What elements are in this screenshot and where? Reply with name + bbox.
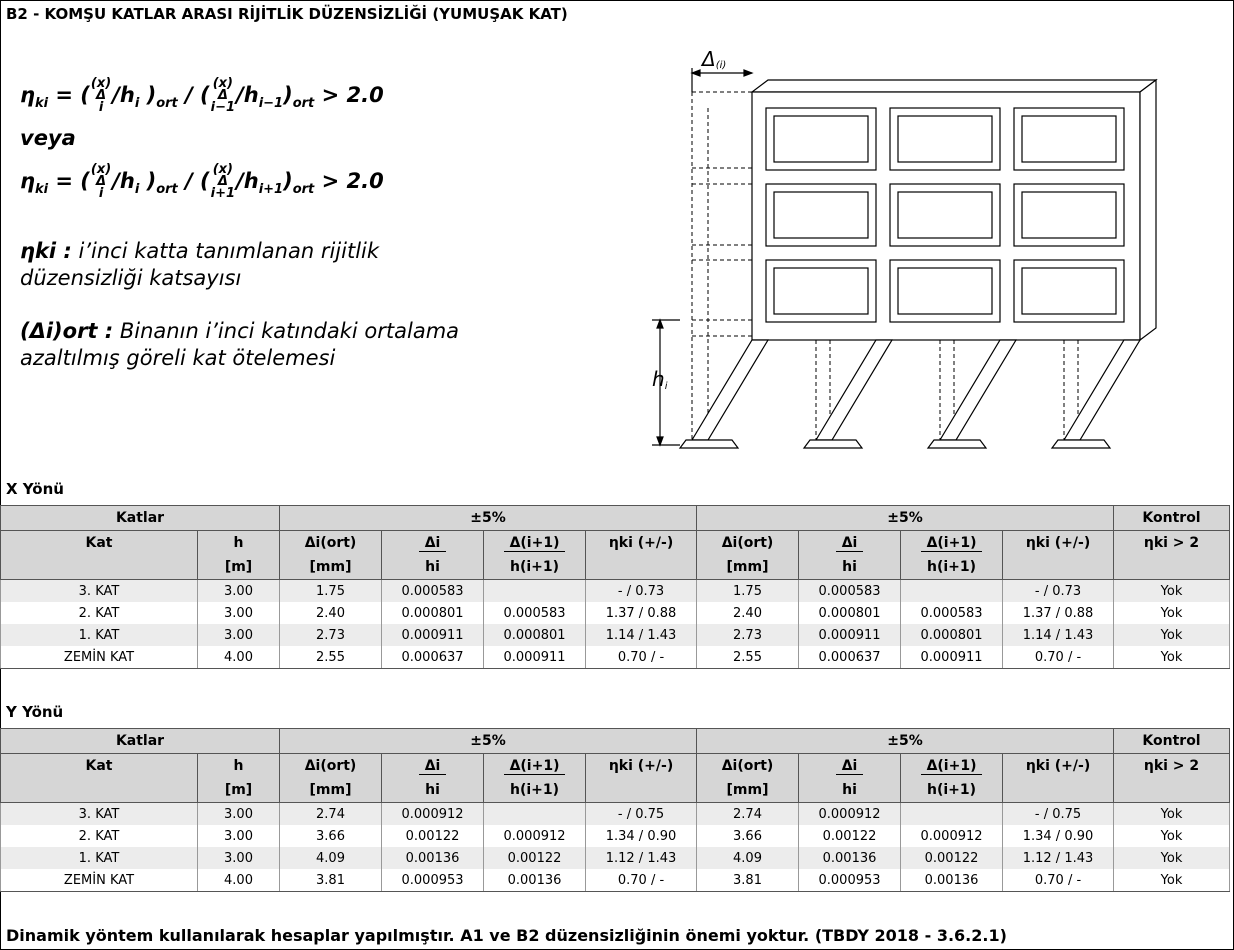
- header-di-hi-2: Δi hi: [799, 754, 901, 803]
- table-cell: 1.14 / 1.43: [1003, 624, 1114, 646]
- table-row: [1, 847, 1230, 869]
- table-cell: 4.00: [198, 646, 280, 669]
- header-kontrol: Kontrol: [1114, 729, 1230, 754]
- table-cell: Yok: [1114, 580, 1230, 603]
- formula-or: veya: [20, 126, 76, 150]
- x-table-body: [1, 580, 1230, 669]
- table-cell: 0.00136: [382, 847, 484, 869]
- table-cell: [901, 803, 1003, 826]
- header-kat: Kat: [1, 531, 198, 580]
- table-cell: 0.000911: [382, 624, 484, 646]
- y-direction-table: [0, 728, 1230, 892]
- table-cell: Yok: [1114, 869, 1230, 892]
- table-cell: 3.00: [198, 580, 280, 603]
- table-cell: 2.40: [697, 602, 799, 624]
- table-cell: 0.70 / -: [586, 869, 697, 892]
- y-table-body: [1, 803, 1230, 892]
- table-cell: Yok: [1114, 646, 1230, 669]
- table-row: [1, 602, 1230, 624]
- table-cell: 2.74: [280, 803, 382, 826]
- table-cell: 3.00: [198, 825, 280, 847]
- table-cell: 0.00122: [382, 825, 484, 847]
- table-cell: - / 0.73: [586, 580, 697, 603]
- table-cell: 0.000583: [799, 580, 901, 603]
- table-cell: 0.00136: [484, 869, 586, 892]
- table-cell: - / 0.75: [586, 803, 697, 826]
- table-cell: 0.00122: [901, 847, 1003, 869]
- table-cell: 0.00122: [799, 825, 901, 847]
- table-cell: 0.000912: [484, 825, 586, 847]
- table-cell: 2.40: [280, 602, 382, 624]
- table-cell: 0.000801: [799, 602, 901, 624]
- table-cell: 3.00: [198, 847, 280, 869]
- header-eta-2: ηki (+/-): [1003, 754, 1114, 803]
- table-cell: Yok: [1114, 602, 1230, 624]
- table-cell: 0.000637: [382, 646, 484, 669]
- table-cell: 0.000637: [799, 646, 901, 669]
- table-row: [1, 803, 1230, 826]
- table-cell: 1.14 / 1.43: [586, 624, 697, 646]
- table-cell: 3.00: [198, 602, 280, 624]
- table-cell: 1.12 / 1.43: [1003, 847, 1114, 869]
- table-cell: 4.09: [280, 847, 382, 869]
- header-pm-2: ±5%: [697, 729, 1114, 754]
- table-cell: 4.00: [198, 869, 280, 892]
- table-cell: 0.000583: [382, 580, 484, 603]
- table-cell: 3.81: [697, 869, 799, 892]
- table-cell: 2.55: [280, 646, 382, 669]
- table-cell: 2.74: [697, 803, 799, 826]
- header-pm-2: ±5%: [697, 506, 1114, 531]
- table-cell: 0.00136: [799, 847, 901, 869]
- table-cell: ZEMİN KAT: [1, 646, 198, 669]
- x-direction-table: [0, 505, 1230, 669]
- table-cell: 2.55: [697, 646, 799, 669]
- table-cell: 0.70 / -: [1003, 646, 1114, 669]
- table-cell: - / 0.73: [1003, 580, 1114, 603]
- table-cell: 0.000583: [901, 602, 1003, 624]
- header-d-ort: Δi(ort) [mm]: [280, 531, 382, 580]
- table-cell: [484, 580, 586, 603]
- table-row: [1, 825, 1230, 847]
- table-cell: 3.00: [198, 624, 280, 646]
- table-cell: Yok: [1114, 825, 1230, 847]
- header-eta: ηki (+/-): [586, 531, 697, 580]
- h-label: hi: [652, 367, 668, 392]
- table-row: [1, 624, 1230, 646]
- header-pm-1: ±5%: [280, 506, 697, 531]
- definition-eta: ηki : i’inci katta tanımlanan rijitlik düzensizliği katsayısı: [20, 239, 380, 290]
- table-cell: 3.81: [280, 869, 382, 892]
- table-cell: 0.000583: [484, 602, 586, 624]
- header-dip1-hip1: Δ(i+1) h(i+1): [484, 754, 586, 803]
- table-cell: 2.73: [280, 624, 382, 646]
- table-cell: 2.73: [697, 624, 799, 646]
- table-cell: 1.75: [280, 580, 382, 603]
- x-direction-label: X Yönü: [6, 480, 64, 498]
- table-cell: 0.000911: [901, 646, 1003, 669]
- table-cell: 0.000953: [799, 869, 901, 892]
- table-cell: 1. KAT: [1, 847, 198, 869]
- header-katlar: Katlar: [1, 506, 280, 531]
- table-cell: 1.34 / 0.90: [1003, 825, 1114, 847]
- header-pm-1: ±5%: [280, 729, 697, 754]
- table-row: [1, 580, 1230, 603]
- table-cell: 1.12 / 1.43: [586, 847, 697, 869]
- table-cell: 1.37 / 0.88: [586, 602, 697, 624]
- delta-label: Δ(i): [702, 47, 727, 71]
- table-cell: 1.37 / 0.88: [1003, 602, 1114, 624]
- formula-1: $\eta_{ki}$ = ( (x) Δ i $/h_i$ )$_{ort}$ / ( (x) Δ i−1 $/h_{i-1})_{ort} > 2.0$: [20, 76, 384, 115]
- header-d-ort: Δi(ort) [mm]: [280, 754, 382, 803]
- header-di-hi: Δi hi: [382, 531, 484, 580]
- table-cell: 0.000801: [382, 602, 484, 624]
- header-eta-check: ηki > 2: [1114, 754, 1230, 803]
- formula-2: $\eta_{ki}$ = ( (x) Δ i $/h_i$ )$_{ort}$ / ( (x) Δ i+1 $/h_{i+1})_{ort} > 2.0$: [20, 162, 384, 201]
- table-cell: 0.000912: [901, 825, 1003, 847]
- y-direction-label: Y Yönü: [6, 703, 64, 721]
- table-cell: 0.000912: [799, 803, 901, 826]
- table-row: [1, 646, 1230, 669]
- table-cell: 0.70 / -: [1003, 869, 1114, 892]
- table-cell: 0.00122: [484, 847, 586, 869]
- table-cell: 0.000953: [382, 869, 484, 892]
- table-cell: 2. KAT: [1, 825, 198, 847]
- header-kontrol: Kontrol: [1114, 506, 1230, 531]
- definition-delta: (Δi)ort : Binanın i’inci katındaki ortalama azaltılmış göreli kat ötelemesi: [20, 319, 460, 370]
- table-cell: 0.00136: [901, 869, 1003, 892]
- table-cell: [484, 803, 586, 826]
- table-cell: 1. KAT: [1, 624, 198, 646]
- header-di-hi-2: Δi hi: [799, 531, 901, 580]
- soft-story-diagram: [640, 40, 1160, 455]
- header-d-ort-2: Δi(ort) [mm]: [697, 754, 799, 803]
- header-dip1-hip1-2: Δ(i+1) h(i+1): [901, 754, 1003, 803]
- table-cell: 1.34 / 0.90: [586, 825, 697, 847]
- table-cell: Yok: [1114, 803, 1230, 826]
- table-cell: Yok: [1114, 847, 1230, 869]
- table-row: [1, 869, 1230, 892]
- table-cell: 0.70 / -: [586, 646, 697, 669]
- header-di-hi: Δi hi: [382, 754, 484, 803]
- table-cell: 3.00: [198, 803, 280, 826]
- header-katlar: Katlar: [1, 729, 280, 754]
- table-cell: 2. KAT: [1, 602, 198, 624]
- table-cell: ZEMİN KAT: [1, 869, 198, 892]
- table-cell: 3. KAT: [1, 580, 198, 603]
- header-kat: Kat: [1, 754, 198, 803]
- table-cell: 3. KAT: [1, 803, 198, 826]
- header-h: h [m]: [198, 754, 280, 803]
- header-h: h [m]: [198, 531, 280, 580]
- table-cell: 4.09: [697, 847, 799, 869]
- header-d-ort-2: Δi(ort) [mm]: [697, 531, 799, 580]
- header-eta-check: ηki > 2: [1114, 531, 1230, 580]
- table-cell: 1.75: [697, 580, 799, 603]
- table-cell: [901, 580, 1003, 603]
- header-dip1-hip1: Δ(i+1) h(i+1): [484, 531, 586, 580]
- table-cell: - / 0.75: [1003, 803, 1114, 826]
- header-dip1-hip1-2: Δ(i+1) h(i+1): [901, 531, 1003, 580]
- table-cell: 0.000911: [484, 646, 586, 669]
- footer-note: Dinamik yöntem kullanılarak hesaplar yapılmıştır. A1 ve B2 düzensizliğinin önemi yoktur. (TBDY 2018 - 3.6.2.1): [6, 926, 1007, 945]
- table-cell: Yok: [1114, 624, 1230, 646]
- table-cell: 0.000911: [799, 624, 901, 646]
- table-cell: 0.000801: [901, 624, 1003, 646]
- table-cell: 0.000912: [382, 803, 484, 826]
- header-eta: ηki (+/-): [586, 754, 697, 803]
- header-eta-2: ηki (+/-): [1003, 531, 1114, 580]
- table-cell: 3.66: [280, 825, 382, 847]
- page-title: B2 - KOMŞU KATLAR ARASI RİJİTLİK DÜZENSİZLİĞİ (YUMUŞAK KAT): [6, 5, 568, 23]
- table-cell: 0.000801: [484, 624, 586, 646]
- table-cell: 3.66: [697, 825, 799, 847]
